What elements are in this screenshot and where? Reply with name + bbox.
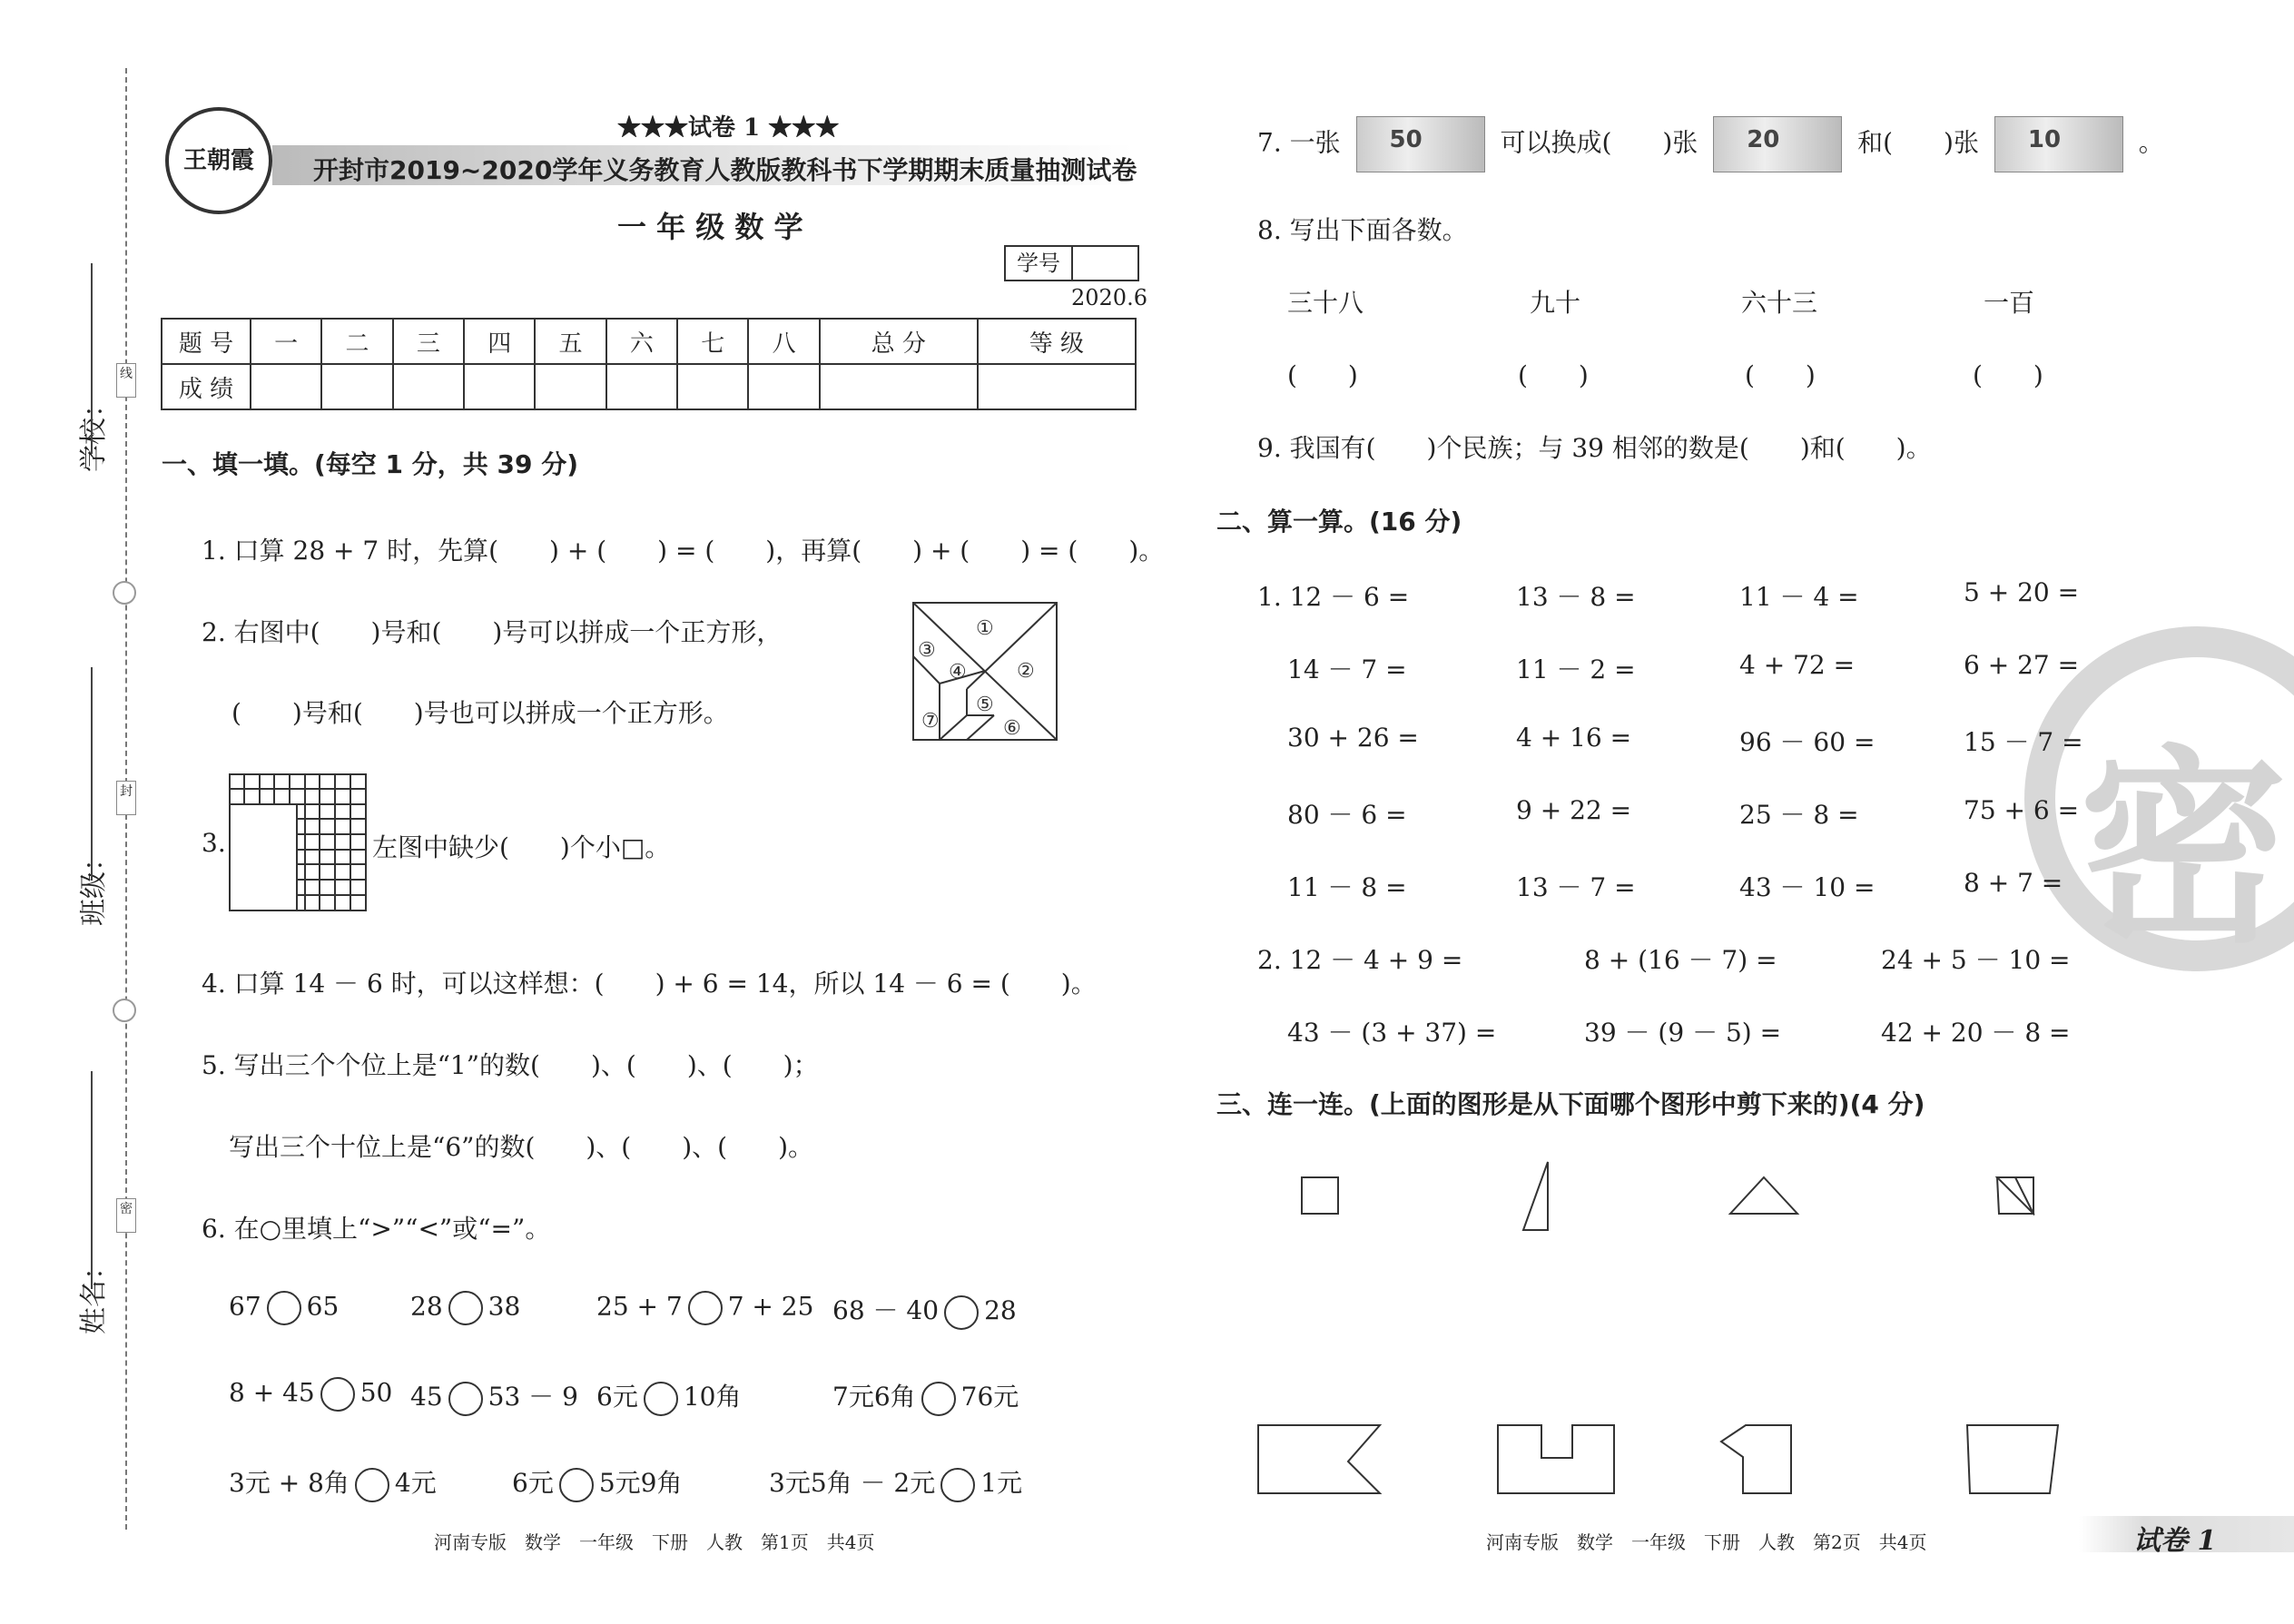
class-label: 班级： [78,844,110,926]
student-id-label: 学号 [1006,247,1073,280]
calc-item: 4 + 72 = [1739,650,1856,680]
exam-badge: ★★★试卷 1 ★★★ [617,114,840,142]
compare-circle[interactable] [921,1382,956,1416]
tangram-label: ③ [918,639,936,662]
calc-item: 24 + 5 － 10 = [1881,945,2071,975]
score-table [161,318,1137,410]
q8-blank[interactable]: ( ) [1518,360,1589,390]
calc-item: 25 － 8 = [1739,800,1859,830]
calc-item: 96 － 60 = [1739,727,1876,757]
calc-item: 1. 12 － 6 = [1257,582,1410,612]
cut-shapes [1253,1153,2070,1244]
banknote-20-icon: 20 [1713,116,1842,172]
score-header-cell: 八 [748,319,819,364]
missing-squares-grid [229,773,367,911]
q8-word: 三十八 [1287,288,1364,318]
compare-item: 67 65 [229,1291,339,1325]
question-9: 9. 我国有( )个民族；与 39 相邻的数是( )和( )。 [1257,433,1932,463]
name-label: 姓名： [78,1253,110,1334]
compare-item: 28 38 [410,1291,520,1325]
compare-item: 3元 + 8角 4元 [229,1463,437,1502]
question-8: 8. 写出下面各数。 [1257,215,1468,245]
calc-item: 13 － 8 = [1516,582,1636,612]
logo-text: 王朝霞 [182,147,254,174]
score-header-cell: 总 分 [820,319,978,364]
tangram-label: ⑦ [921,710,940,733]
logo-emblem [165,107,272,214]
score-header-cell: 等 级 [978,319,1136,364]
section3-title: 三、连一连。(上面的图形是从下面哪个图形中剪下来的)(4 分) [1216,1089,1925,1119]
compare-item: 7元6角 76元 [832,1377,1019,1416]
compare-item: 45 53 － 9 [410,1377,578,1416]
compare-circle[interactable] [448,1382,483,1416]
name-field[interactable] [91,1071,93,1289]
q8-blank[interactable]: ( ) [1287,360,1358,390]
calc-item: 80 － 6 = [1287,800,1407,830]
calc-item: 5 + 20 = [1964,577,2080,607]
score-table-header-row [162,319,1136,364]
tangram-label: ⑤ [976,694,994,716]
calc-item: 9 + 22 = [1516,795,1632,825]
compare-circle[interactable] [644,1382,678,1416]
score-cell[interactable] [677,364,748,409]
subject-title: 一 年 级 数 学 [617,210,803,244]
tangram-label: ⑥ [1003,717,1021,740]
calc-item: 42 + 20 － 8 = [1881,1018,2071,1048]
tangram-figure [912,602,1058,741]
score-header-cell: 五 [535,319,605,364]
school-label: 学校： [78,390,110,472]
trapezoid-shape [1967,1425,2058,1493]
compare-circle[interactable] [940,1468,975,1502]
tangram-label: ① [976,617,994,640]
calc-item: 15 － 7 = [1964,727,2083,757]
small-square-shape [1302,1177,1338,1214]
score-cell[interactable] [321,364,392,409]
source-shapes [1253,1416,2070,1507]
footer-tag-text: 试卷 1 [2133,1525,2217,1557]
score-row-label: 成 绩 [162,364,251,409]
compare-circle[interactable] [559,1468,594,1502]
compare-item: 3元5角 － 2元 1元 [769,1463,1022,1502]
score-cell[interactable] [820,364,978,409]
score-cell[interactable] [393,364,464,409]
calc-item: 43 － 10 = [1739,872,1876,902]
score-cell[interactable] [535,364,605,409]
zigzag-shape [1721,1425,1791,1493]
question-2-line1: 2. 右图中( )号和( )号可以拼成一个正方形， [202,617,783,647]
compare-item: 25 + 7 7 + 25 [596,1291,813,1325]
q8-word: 六十三 [1741,288,1818,318]
thin-triangle-shape [1523,1162,1548,1230]
question-7-end: 。 [2138,127,2164,158]
section1-title: 一、填一填。(每空 1 分，共 39 分) [162,449,579,479]
question-3-number: 3. [202,828,226,858]
score-header-cell: 二 [321,319,392,364]
tangram-label: ④ [949,661,967,684]
compare-circle[interactable] [320,1377,355,1412]
notched-rect-shape [1498,1425,1614,1493]
score-header-cell: 题 号 [162,319,251,364]
calc-item: 11 － 2 = [1516,655,1636,684]
calc-item: 30 + 26 = [1287,723,1419,753]
compare-circle[interactable] [448,1291,483,1325]
calc-item: 4 + 16 = [1516,723,1632,753]
footer-left: 河南专版 数学 一年级 下册 人教 第1页 共4页 [434,1531,875,1553]
seal-mark-line: 线 [116,363,136,398]
score-cell[interactable] [606,364,677,409]
score-header-cell: 四 [464,319,535,364]
calc-item: 11 － 4 = [1739,582,1859,612]
score-header-cell: 六 [606,319,677,364]
question-5-line2: 写出三个十位上是“6”的数( )、( )、( )。 [229,1132,813,1162]
calc-item: 14 － 7 = [1287,655,1407,684]
question-7-text: 和( )张 [1857,127,1979,158]
exam-title: 开封市2019~2020学年义务教育人教版教科书下学期期末质量抽测试卷 [313,155,1137,185]
compare-circle[interactable] [355,1468,389,1502]
calc-item: 75 + 6 = [1964,795,2080,825]
isosceles-triangle-shape [1730,1177,1797,1214]
calc-item: 13 － 7 = [1516,872,1636,902]
score-table-score-row [162,364,1136,409]
question-4: 4. 口算 14 － 6 时，可以这样想：( ) + 6 = 14，所以 14 － 6 = ( )。 [202,969,1097,999]
calc-item: 11 － 8 = [1287,872,1407,902]
q8-blank[interactable]: ( ) [1973,360,2043,390]
binding-hole-icon [113,999,136,1022]
banknote-50-icon: 50 [1356,116,1485,172]
tangram-label: ② [1017,660,1035,683]
footer-tag [2079,1516,2294,1557]
seal-mark-fold: 密 [116,1198,136,1233]
footer-right: 河南专版 数学 一年级 下册 人教 第2页 共4页 [1486,1531,1927,1553]
flag-shape [1258,1425,1380,1493]
section2-title: 二、算一算。(16 分) [1216,507,1462,536]
compare-item: 68 － 40 28 [832,1291,1017,1330]
small-trapezoid-shape [1997,1177,2033,1214]
q8-word: 一百 [1984,288,2035,318]
compare-circle[interactable] [267,1291,301,1325]
q8-word: 九十 [1530,288,1581,318]
student-id-box[interactable] [1004,245,1139,281]
binding-hole-icon [113,581,136,605]
compare-item: 6元 10角 [596,1377,741,1416]
score-header-cell: 三 [393,319,464,364]
calc-item: 39 － (9 － 5) = [1584,1018,1782,1048]
score-header-cell: 一 [251,319,321,364]
question-2-line2: ( )号和( )号也可以拼成一个正方形。 [231,698,729,728]
seal-mark-seal: 封 [116,781,136,815]
score-header-cell: 七 [677,319,748,364]
watermark-char: 密 [2079,729,2289,971]
exam-date: 2020.6 [1071,285,1147,310]
calc-item: 43 － (3 + 37) = [1287,1018,1497,1048]
score-cell[interactable] [978,364,1136,409]
question-7 [1257,116,2164,172]
calc-item: 8 + 7 = [1964,868,2063,898]
compare-item: 8 + 45 50 [229,1377,392,1412]
question-6: 6. 在○里填上“>”“<”或“=”。 [202,1214,551,1244]
compare-circle[interactable] [944,1295,979,1330]
score-cell[interactable] [251,364,321,409]
banknote-10-icon: 10 [1994,116,2123,172]
class-field[interactable] [91,667,93,881]
question-7-prefix: 7. 一张 [1257,127,1341,158]
score-cell[interactable] [464,364,535,409]
question-7-text: 可以换成( )张 [1500,127,1698,158]
calc-item: 6 + 27 = [1964,650,2080,680]
question-1: 1. 口算 28 + 7 时，先算( ) + ( ) = ( )，再算( ) + ( ) = ( )。 [202,536,1165,566]
compare-item: 6元 5元9角 [512,1463,682,1502]
score-cell[interactable] [748,364,819,409]
q8-blank[interactable]: ( ) [1745,360,1816,390]
compare-circle[interactable] [688,1291,723,1325]
question-3: 左图中缺少( )个小□。 [372,832,671,862]
question-5-line1: 5. 写出三个个位上是“1”的数( )、( )、( )； [202,1050,819,1080]
calc-item: 8 + (16 － 7) = [1584,945,1777,975]
school-field[interactable] [91,263,93,454]
calc-item: 2. 12 － 4 + 9 = [1257,945,1463,975]
